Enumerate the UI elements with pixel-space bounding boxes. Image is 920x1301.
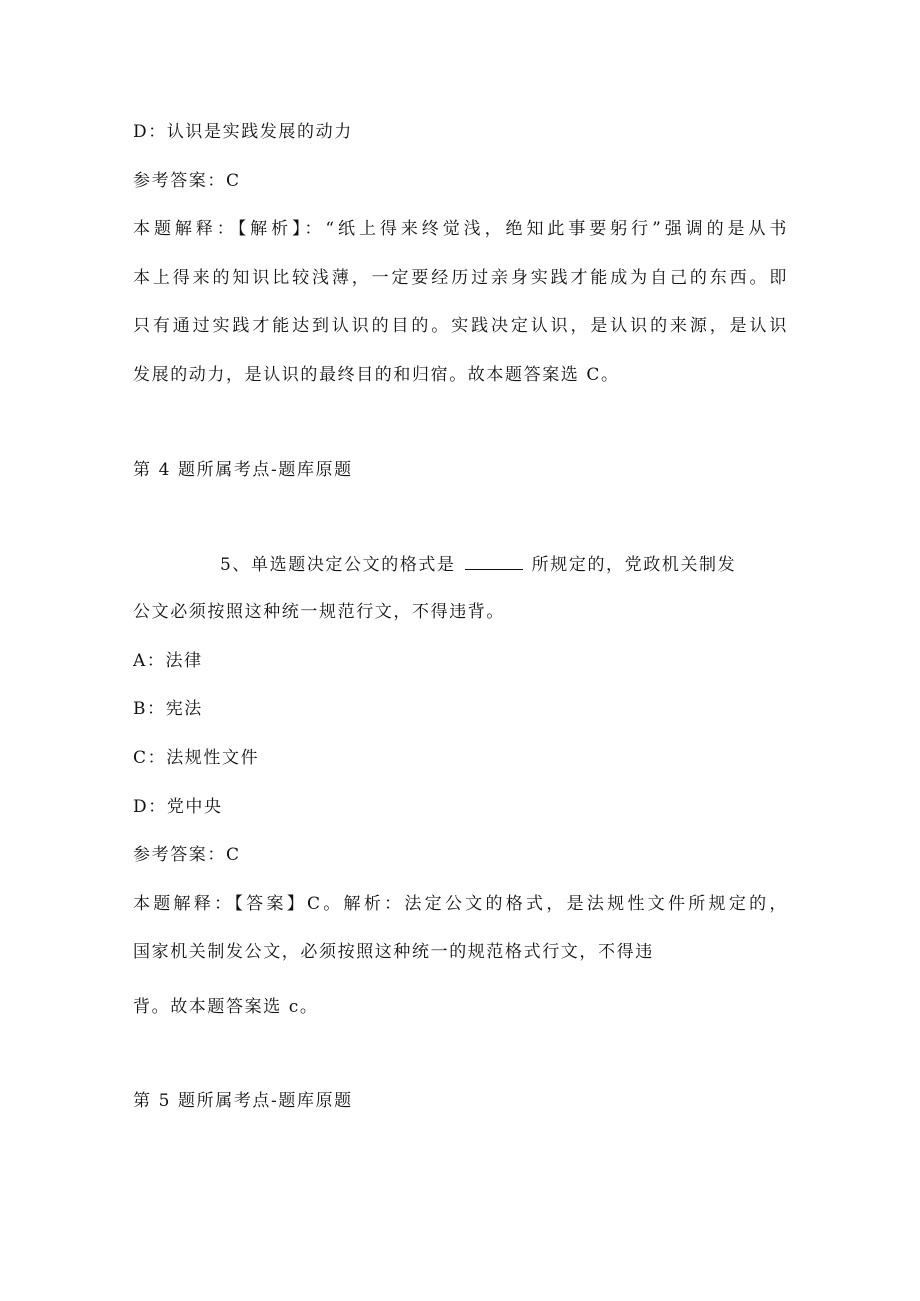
q5-explanation-line: 背。故本题答案选 c。 <box>133 997 319 1017</box>
q5-stem-part1: 5、单选题决定公文的格式是 <box>220 555 456 575</box>
q3-explanation-line: 只有通过实践才能达到认识的目的。实践决定认识，是认识的来源，是认识 <box>133 316 788 336</box>
q4-topic-heading: 第 4 题所属考点-题库原题 <box>133 460 353 480</box>
q3-option-d: D：认识是实践发展的动力 <box>133 122 353 142</box>
q5-stem-line1 <box>220 553 736 576</box>
q5-option-d: D：党中央 <box>133 797 223 817</box>
q3-explanation-line: 本题解释：【解析】：“纸上得来终觉浅，绝知此事要躬行”强调的是从书 <box>133 219 788 239</box>
q5-explanation-line: 本题解释：【答案】C。解析：法定公文的格式，是法规性文件所规定的， <box>133 894 788 914</box>
q5-option-b: B：宪法 <box>133 699 203 719</box>
q3-explanation-line: 发展的动力，是认识的最终目的和归宿。故本题答案选 C。 <box>133 365 620 385</box>
q5-topic-heading: 第 5 题所属考点-题库原题 <box>133 1091 353 1111</box>
q3-explanation-line: 本上得来的知识比较浅薄，一定要经历过亲身实践才能成为自己的东西。即 <box>133 268 788 288</box>
q5-stem-line2: 公文必须按照这种统一规范行文，不得违背。 <box>133 602 505 622</box>
q5-explanation-line: 国家机关制发公文，必须按照这种统一的规范格式行文，不得违 <box>133 942 654 962</box>
q5-option-a: A：法律 <box>133 651 203 671</box>
answer-blank <box>465 553 523 570</box>
q5-stem-part2: 所规定的，党政机关制发 <box>531 555 737 575</box>
q5-answer: 参考答案：C <box>133 845 241 865</box>
q5-option-c: C：法规性文件 <box>133 748 260 768</box>
q3-answer: 参考答案：C <box>133 171 241 191</box>
